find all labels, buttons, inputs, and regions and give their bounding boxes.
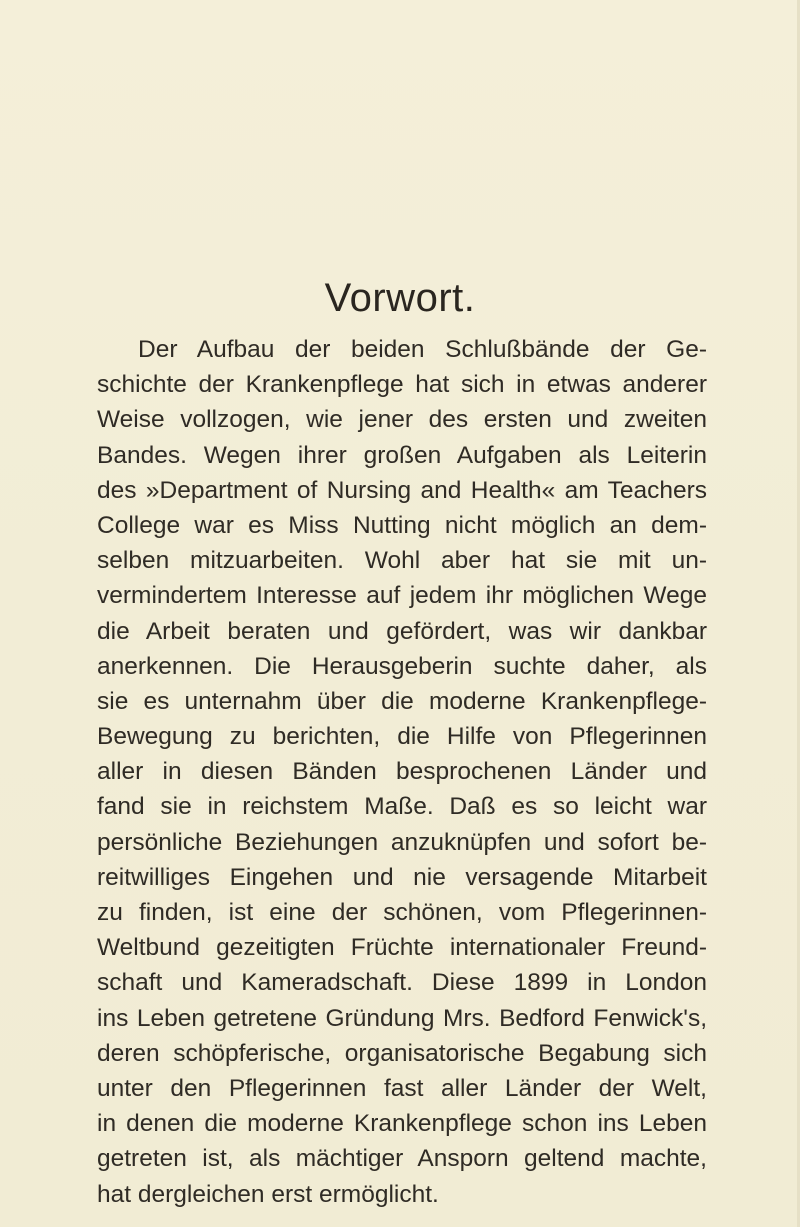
text-line: in denen die moderne Krankenpflege schon ins Leben <box>97 1110 707 1138</box>
text-line: vermindertem Interesse auf jedem ihr möglichen Wege <box>97 582 707 610</box>
text-line: schaft und Kameradschaft. Diese 1899 in London <box>97 969 707 997</box>
text-line: unter den Pflegerinnen fast aller Länder der Welt, <box>97 1074 707 1102</box>
text-line: getreten ist, als mächtiger Ansporn geltend machte, <box>97 1145 707 1173</box>
text-line: Bandes. Wegen ihrer großen Aufgaben als Leiterin <box>97 441 707 469</box>
text-line: anerkennen. Die Herausgeberin suchte daher, als <box>97 652 707 680</box>
text-line: des »Department of Nursing and Health« am Teachers <box>97 476 707 504</box>
text-line: Weltbund gezeitigten Früchte internationaler Freund- <box>97 934 707 962</box>
text-line: schichte der Krankenpflege hat sich in etwas anderer <box>97 371 707 399</box>
text-line: aller in diesen Bänden besprochenen Länder und <box>97 758 707 786</box>
text-line: zu finden, ist eine der schönen, vom Pflegerinnen- <box>97 899 707 926</box>
preface-paragraph <box>97 332 707 1212</box>
text-line: ins Leben getretene Gründung Mrs. Bedford Fenwick's, <box>97 1004 707 1032</box>
text-line: hat dergleichen erst ermöglicht. <box>97 1180 439 1208</box>
text-line: deren schöpferische, organisatorische Begabung sich <box>97 1039 707 1067</box>
text-line: Bewegung zu berichten, die Hilfe von Pflegerinnen <box>97 723 707 751</box>
text-line: Weise vollzogen, wie jener des ersten und zweiten <box>97 406 707 434</box>
text-line: fand sie in reichstem Maße. Daß es so leicht war <box>97 793 707 821</box>
text-line: Der Aufbau der beiden Schlußbände der Ge- <box>138 336 707 363</box>
text-line: sie es unternahm über die moderne Krankenpflege- <box>97 687 707 715</box>
text-line: persönliche Beziehungen anzuknüpfen und sofort be- <box>97 828 707 856</box>
text-line: College war es Miss Nutting nicht möglich an dem- <box>97 511 707 539</box>
page-title: Vorwort. <box>324 276 476 320</box>
text-line: die Arbeit beraten und gefördert, was wir dankbar <box>97 617 707 645</box>
text-line: reitwilliges Eingehen und nie versagende Mitarbeit <box>97 863 707 891</box>
text-line: selben mitzuarbeiten. Wohl aber hat sie mit un- <box>97 547 707 575</box>
